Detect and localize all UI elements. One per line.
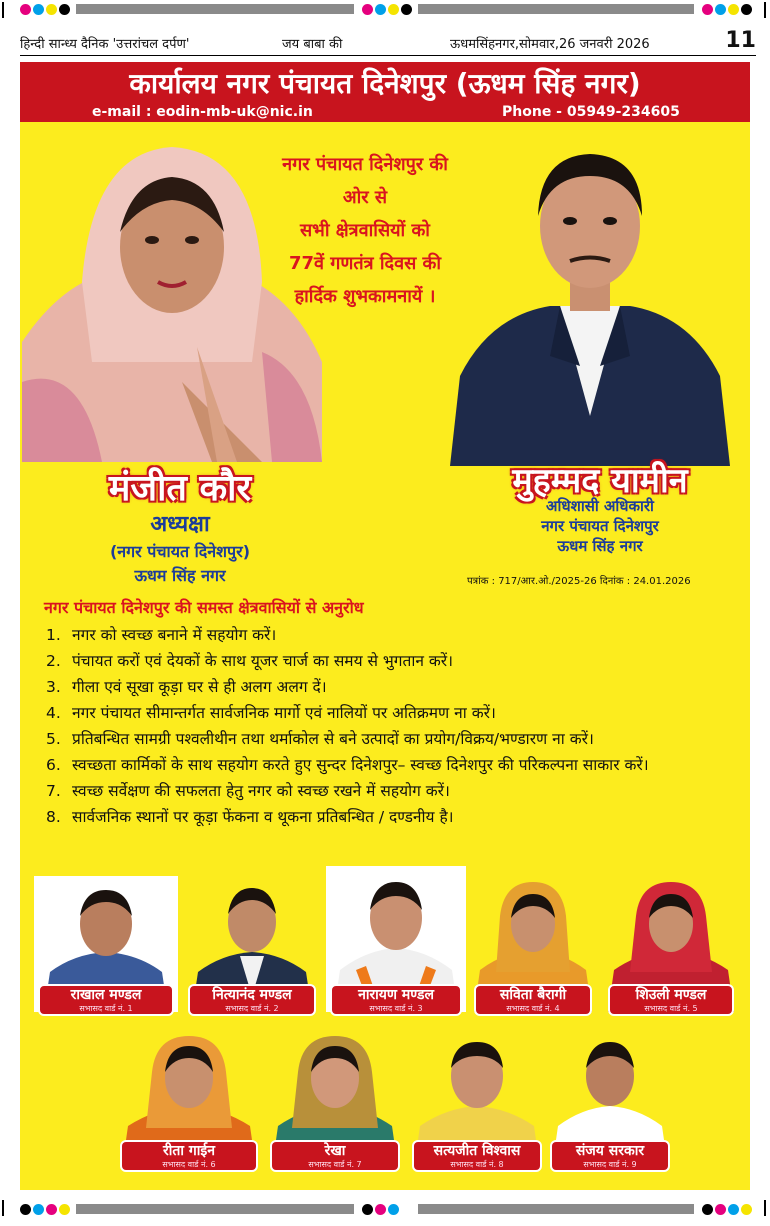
- member-ward: सभासद वार्ड नं. 1: [79, 1004, 133, 1013]
- greeting-line: सभी क्षेत्रवासियों को: [300, 220, 430, 241]
- member-card: [34, 876, 178, 1012]
- member-name: रीता गाईन: [163, 1143, 215, 1159]
- title-band: [20, 62, 750, 104]
- chairperson-role: अध्यक्षा: [150, 512, 210, 537]
- rule-number: 4.: [46, 704, 61, 722]
- registration-bar-bottom: [0, 1200, 770, 1218]
- rule-item: [42, 804, 732, 830]
- member-ward: सभासद वार्ड नं. 3: [369, 1004, 423, 1013]
- member-card: [604, 876, 738, 1012]
- member-nameplate: [188, 984, 316, 1016]
- rule-number: 8.: [46, 808, 61, 826]
- member-card: [408, 1028, 546, 1168]
- dateline: ऊधमसिंहनगर,सोमवार,26 जनवरी 2026: [450, 37, 650, 52]
- member-name: सत्यजीत विश्वास: [433, 1143, 521, 1159]
- cyan-dot: [33, 1204, 44, 1215]
- cyan-dot: [388, 1204, 399, 1215]
- rule-item: [42, 778, 732, 804]
- rule-text: स्वच्छता कार्मिकों के साथ सहयोग करते हुए सुन्दर दिनेशपुर– स्वच्छ दिनेशपुर की परिकल्पना साकार करें।: [72, 756, 649, 774]
- crop-mark: [764, 1200, 766, 1216]
- rule-number: 1.: [46, 626, 61, 644]
- greeting-line: नगर पंचायत दिनेशपुर की: [282, 154, 448, 175]
- page-number: 11: [725, 28, 756, 53]
- black-dot: [362, 1204, 373, 1215]
- gray-bar: [418, 4, 694, 14]
- officer-district: ऊधम सिंह नगर: [557, 537, 643, 555]
- member-name: रेखा: [324, 1143, 346, 1159]
- yellow-dot: [741, 1204, 752, 1215]
- rule-text: गीला एवं सूखा कूड़ा घर से ही अलग अलग दें।: [72, 678, 327, 696]
- member-ward: सभासद वार्ड नं. 5: [644, 1004, 698, 1013]
- yellow-dot: [46, 4, 57, 15]
- phone-text: Phone - 05949-234605: [502, 104, 680, 120]
- officer-role: अधिशासी अधिकारी: [546, 497, 654, 515]
- cyan-dot: [375, 4, 386, 15]
- appeal-heading: नगर पंचायत दिनेशपुर की समस्त क्षेत्रवासियों से अनुरोध: [44, 598, 364, 617]
- member-ward: सभासद वार्ड नं. 7: [308, 1160, 362, 1169]
- chairperson-org: (नगर पंचायत दिनेशपुर): [109, 542, 251, 561]
- rule-text: नगर पंचायत सीमान्तर्गत सार्वजनिक मार्गो एवं नालियों पर अतिक्रमण ना करें।: [72, 704, 496, 722]
- rule-number: 7.: [46, 782, 61, 800]
- member-nameplate: [38, 984, 174, 1016]
- crop-mark: [2, 1200, 4, 1216]
- black-dot: [401, 4, 412, 15]
- rule-number: 3.: [46, 678, 61, 696]
- greeting-line: 77वें गणतंत्र दिवस की: [288, 253, 442, 274]
- rule-item: [42, 726, 732, 752]
- member-nameplate: [330, 984, 462, 1016]
- reference-number: पत्रांक : 717/आर.ओ./2025-26 दिनांक : 24.01.2026: [467, 576, 691, 587]
- member-nameplate: [608, 984, 734, 1016]
- black-dot: [59, 4, 70, 15]
- member-nameplate: [270, 1140, 400, 1172]
- rule-item: [42, 648, 732, 674]
- office-title: कार्यालय नगर पंचायत दिनेशपुर (ऊधम सिंह नगर): [129, 67, 641, 100]
- member-ward: सभासद वार्ड नं. 8: [450, 1160, 504, 1169]
- member-card: [470, 876, 596, 1012]
- officer-name: मुहम्मद यामीन: [512, 461, 688, 501]
- chairperson-district: ऊधम सिंह नगर: [134, 566, 226, 585]
- rule-text: सार्वजनिक स्थानों पर कूड़ा फेंकना व थूकना प्रतिबन्धित / दण्डनीय है।: [72, 808, 454, 826]
- greeting-line: ओर से: [342, 187, 388, 208]
- rule-text: पंचायत करों एवं देयकों के साथ यूजर चार्ज का समय से भुगतान करें।: [72, 652, 454, 670]
- member-name: शिउली मण्डल: [635, 987, 707, 1003]
- rule-item: [42, 700, 732, 726]
- gray-bar: [418, 1204, 694, 1214]
- rule-text: नगर को स्वच्छ बनाने में सहयोग करें।: [72, 626, 277, 644]
- member-card: [266, 1028, 404, 1168]
- member-name: नारायण मण्डल: [358, 987, 434, 1003]
- gray-bar: [76, 4, 354, 14]
- magenta-dot: [702, 4, 713, 15]
- email-text: e-mail : eodin-mb-uk@nic.in: [92, 104, 313, 120]
- crop-mark: [764, 2, 766, 18]
- yellow-dot: [388, 4, 399, 15]
- greeting-message: [215, 148, 515, 313]
- member-ward: सभासद वार्ड नं. 4: [506, 1004, 560, 1013]
- cyan-dot: [33, 4, 44, 15]
- gray-bar: [76, 1204, 354, 1214]
- rule-text: स्वच्छ सर्वेक्षण की सफलता हेतु नगर को स्वच्छ रखने में सहयोग करें।: [72, 782, 450, 800]
- member-nameplate: [412, 1140, 542, 1172]
- officer-org: नगर पंचायत दिनेशपुर: [541, 517, 659, 535]
- member-name: राखाल मण्डल: [70, 987, 142, 1003]
- member-nameplate: [550, 1140, 670, 1172]
- newspaper-header: [20, 30, 756, 56]
- member-name: सविता बैरागी: [499, 987, 567, 1003]
- black-dot: [741, 4, 752, 15]
- black-dot: [20, 1204, 31, 1215]
- rule-item: [42, 674, 732, 700]
- rules-list: [42, 622, 732, 830]
- magenta-dot: [46, 1204, 57, 1215]
- magenta-dot: [715, 1204, 726, 1215]
- rule-number: 5.: [46, 730, 61, 748]
- member-name: नित्यानंद मण्डल: [212, 987, 292, 1003]
- member-nameplate: [474, 984, 592, 1016]
- rule-number: 2.: [46, 652, 61, 670]
- member-ward: सभासद वार्ड नं. 6: [162, 1160, 216, 1169]
- yellow-dot: [728, 4, 739, 15]
- magenta-dot: [375, 1204, 386, 1215]
- member-card: [184, 876, 320, 1012]
- yellow-dot: [59, 1204, 70, 1215]
- black-dot: [702, 1204, 713, 1215]
- rule-text: प्रतिबन्धित सामग्री पश्वलीथीन तथा थर्माकोल से बने उत्पादों का प्रयोग/विक्रय/भण्डारण ना करें।: [72, 730, 594, 748]
- crop-mark: [2, 2, 4, 18]
- member-ward: सभासद वार्ड नं. 2: [225, 1004, 279, 1013]
- cyan-dot: [728, 1204, 739, 1215]
- newspaper-name: हिन्दी सान्ध्य दैनिक 'उत्तरांचल दर्पण': [20, 37, 190, 52]
- advertisement: [20, 62, 750, 1190]
- cyan-dot: [715, 4, 726, 15]
- member-nameplate: [120, 1140, 258, 1172]
- contact-band: [20, 104, 750, 122]
- magenta-dot: [362, 4, 373, 15]
- greeting-line: हार्दिक शुभकामनायें ।: [294, 286, 436, 307]
- registration-bar-top: [0, 0, 770, 18]
- magenta-dot: [20, 4, 31, 15]
- rule-item: [42, 752, 732, 778]
- rule-number: 6.: [46, 756, 61, 774]
- rule-item: [42, 622, 732, 648]
- member-ward: सभासद वार्ड नं. 9: [583, 1160, 637, 1169]
- chairperson-name: मंजीत कौर: [108, 468, 252, 509]
- member-card: [326, 866, 466, 1012]
- member-name: संजय सरकार: [575, 1143, 645, 1159]
- member-card: [116, 1028, 262, 1168]
- member-card: [546, 1028, 674, 1168]
- newspaper-slogan: जय बाबा की: [282, 37, 343, 52]
